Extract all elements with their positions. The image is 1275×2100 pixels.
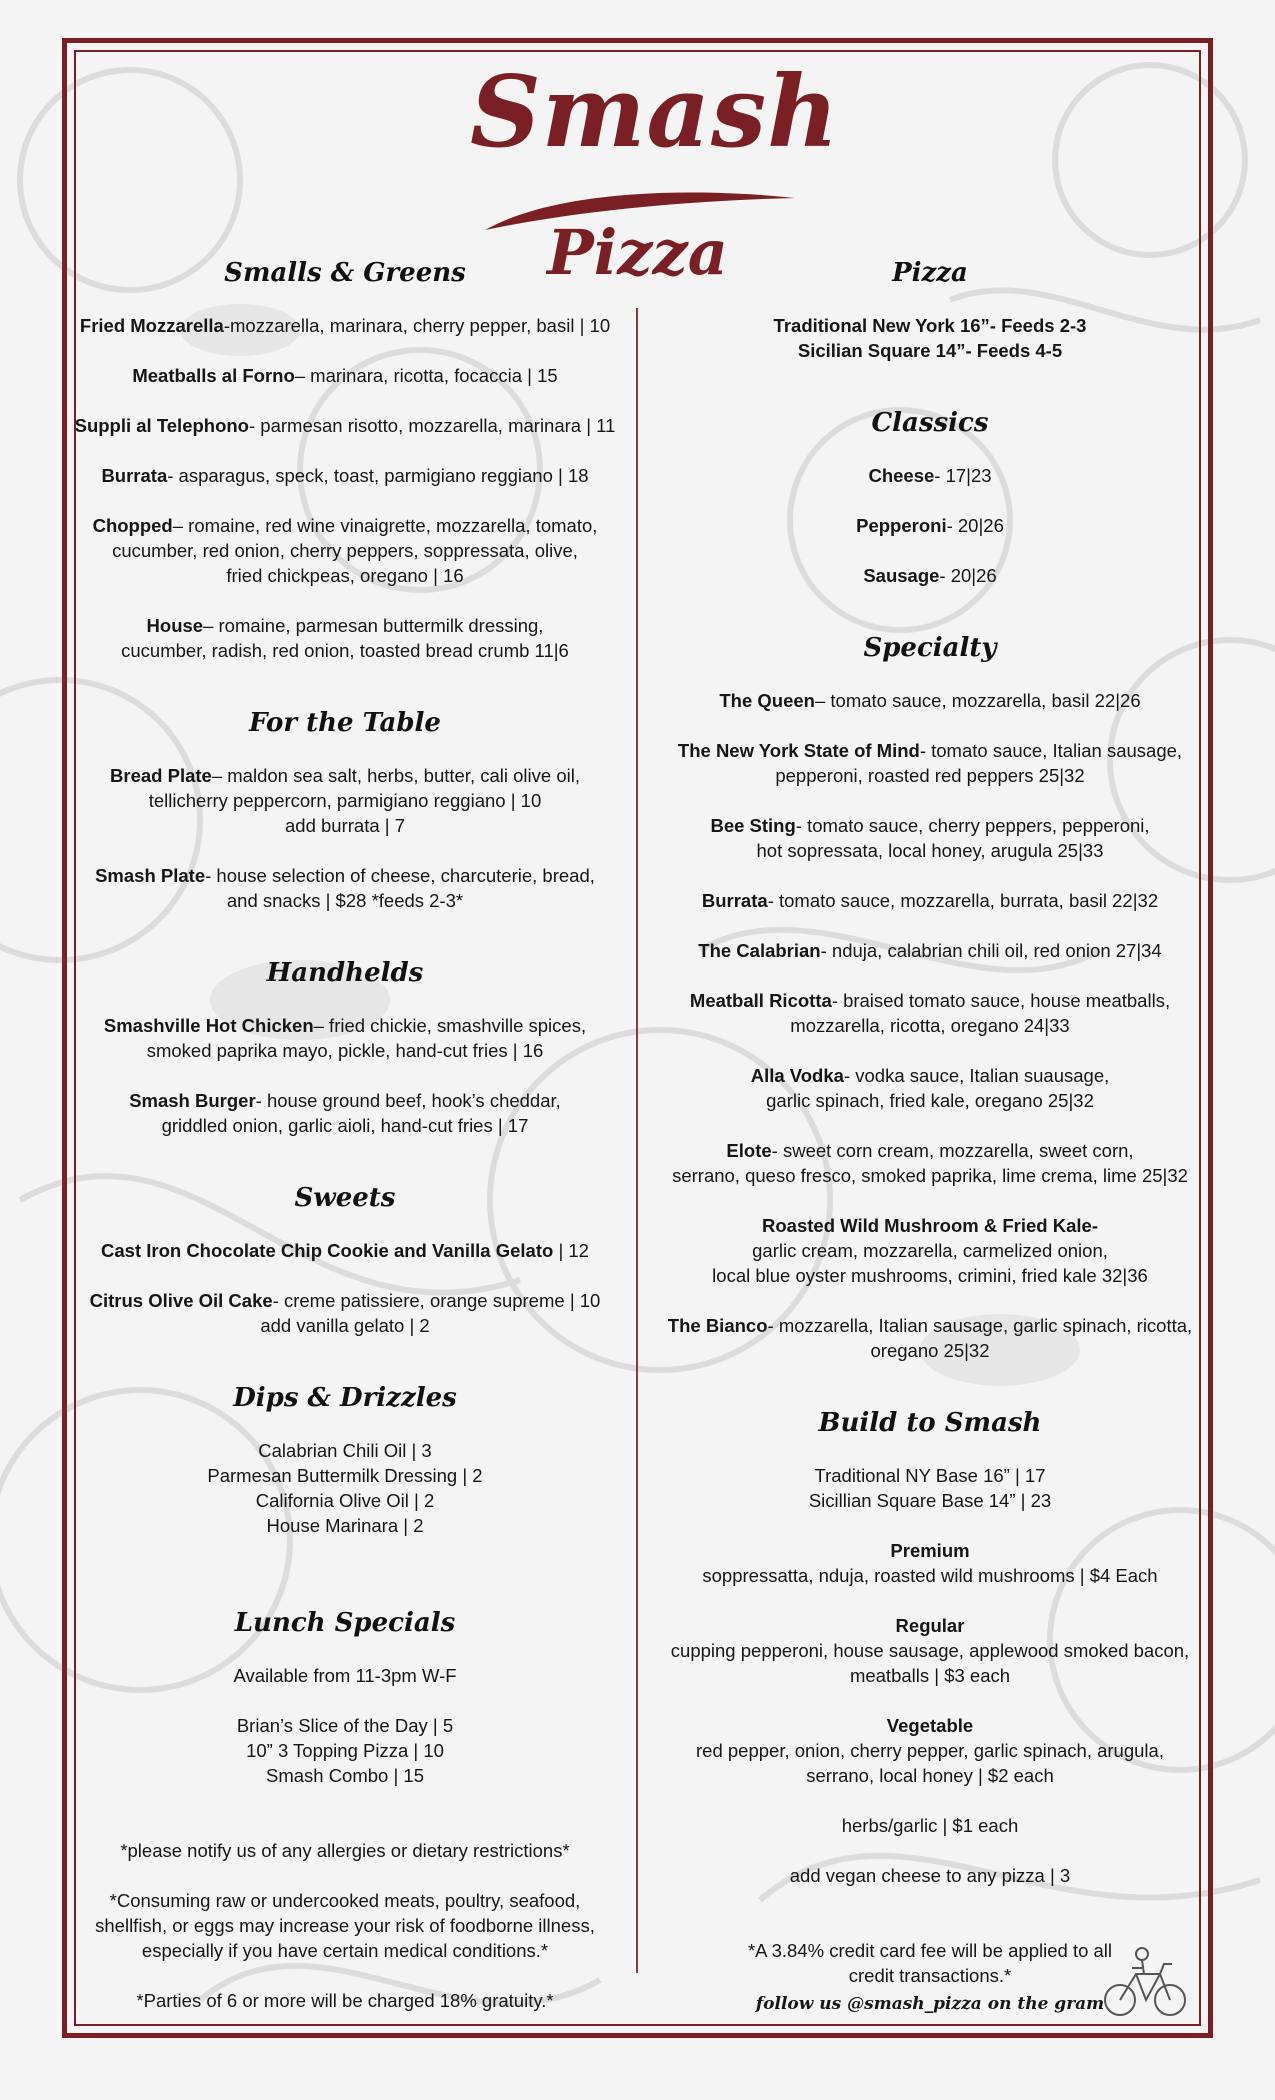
item-desc-line: add burrata | 7	[285, 815, 405, 836]
item-desc: - nduja, calabrian chili oil, red onion 27|34	[820, 940, 1162, 961]
item-name: Fried Mozzarella	[79, 315, 224, 336]
item-desc-line: cucumber, red onion, cherry peppers, soppressata, olive,	[112, 540, 578, 561]
item-name: Smashville Hot Chicken	[103, 1015, 314, 1036]
item-name: Meatballs al Forno	[132, 365, 295, 386]
item-desc: - vodka sauce, Italian suausage,	[843, 1065, 1110, 1086]
list-item: California Olive Oil | 2	[255, 1490, 435, 1511]
item-name: Suppli al Telephono	[74, 415, 249, 436]
item-desc-line: cucumber, radish, red onion, toasted bread crumb 11|6	[121, 640, 569, 661]
item-name: Sausage	[863, 565, 940, 586]
base-line: Sicillian Square Base 14” | 23	[808, 1490, 1052, 1511]
section-title-lunch-specials: Lunch Specials	[234, 1608, 456, 1638]
warning-line: shellfish, or eggs may increase your risk of foodborne illness,	[95, 1915, 595, 1936]
raw-food-warning	[70, 1888, 620, 1963]
item-name: Alla Vodka	[750, 1065, 844, 1086]
item-desc-line: oregano 25|32	[870, 1340, 990, 1361]
item-desc-line: garlic cream, mozzarella, carmelized onion,	[752, 1240, 1108, 1261]
menu-item	[70, 863, 620, 913]
toppings-line: red pepper, onion, cherry pepper, garlic spinach, arugula,	[696, 1740, 1164, 1761]
item-desc: – marinara, ricotta, focaccia | 15	[294, 365, 558, 386]
menu-item	[655, 988, 1205, 1038]
menu-item	[70, 313, 620, 338]
item-desc-line: griddled onion, garlic aioli, hand-cut fries | 17	[161, 1115, 529, 1136]
menu-item	[70, 1238, 620, 1263]
item-name: Smash Burger	[129, 1090, 256, 1111]
menu-item	[655, 1063, 1205, 1113]
menu-item	[655, 938, 1205, 963]
item-name: Cast Iron Chocolate Chip Cookie and Vanilla Gelato	[101, 1240, 554, 1261]
item-name: Bread Plate	[110, 765, 212, 786]
social-follow: follow us @smash_pizza on the gram	[755, 1994, 1105, 2014]
menu-item	[655, 1313, 1205, 1363]
item-desc: | 12	[553, 1240, 589, 1261]
item-desc: - 20|26	[946, 515, 1004, 536]
item-desc: - creme patissiere, orange supreme | 10	[272, 1290, 601, 1311]
item-name: Smash Plate	[95, 865, 206, 886]
menu-item	[70, 463, 620, 488]
item-desc: – maldon sea salt, herbs, butter, cali olive oil,	[211, 765, 580, 786]
menu-item	[655, 688, 1205, 713]
item-name: Meatball Ricotta	[689, 990, 832, 1011]
item-desc-line: add vanilla gelato | 2	[260, 1315, 430, 1336]
item-name: The New York State of Mind	[677, 740, 920, 761]
section-title-build-to-smash: Build to Smash	[818, 1408, 1042, 1438]
toppings-label: Vegetable	[886, 1715, 974, 1736]
item-desc-line: hot sopressata, local honey, arugula 25|33	[756, 840, 1104, 861]
menu-item	[70, 763, 620, 838]
base-line: Traditional NY Base 16” | 17	[814, 1465, 1046, 1486]
item-name: Bee Sting	[710, 815, 796, 836]
gratuity-note: *Parties of 6 or more will be charged 18% gratuity.*	[136, 1990, 554, 2011]
section-title-dips-drizzles: Dips & Drizzles	[233, 1383, 457, 1413]
menu-item	[655, 563, 1205, 588]
item-desc-line: smoked paprika mayo, pickle, hand-cut fries | 16	[146, 1040, 544, 1061]
toppings-line: meatballs | $3 each	[849, 1665, 1011, 1686]
bicycle-icon	[1102, 1944, 1188, 2020]
list-item: Parmesan Buttermilk Dressing | 2	[207, 1465, 483, 1486]
menu-item	[70, 363, 620, 388]
list-item: House Marinara | 2	[266, 1515, 424, 1536]
item-name: Pepperoni	[856, 515, 947, 536]
item-name: Burrata	[101, 465, 168, 486]
item-desc-line: and snacks | $28 *feeds 2-3*	[226, 890, 464, 911]
item-name: The Calabrian	[698, 940, 821, 961]
item-desc: – fried chickie, smashville spices,	[313, 1015, 587, 1036]
menu-item	[655, 813, 1205, 863]
item-desc: - 20|26	[939, 565, 997, 586]
list-item: Brian’s Slice of the Day | 5	[236, 1715, 454, 1736]
section-title-classics: Classics	[871, 408, 989, 438]
section-title-smalls-greens: Smalls & Greens	[224, 258, 466, 288]
herbs-garlic: herbs/garlic | $1 each	[841, 1815, 1019, 1836]
item-desc: – romaine, parmesan buttermilk dressing,	[203, 615, 544, 636]
item-desc: -mozzarella, marinara, cherry pepper, basil | 10	[223, 315, 611, 336]
item-name: The Bianco	[667, 1315, 768, 1336]
menu-item	[70, 513, 620, 588]
section-title-pizza: Pizza	[892, 258, 968, 288]
item-desc: – romaine, red wine vinaigrette, mozzarella, tomato,	[172, 515, 598, 536]
pizza-sizes	[655, 313, 1205, 363]
menu-item	[70, 1013, 620, 1063]
menu-item	[655, 513, 1205, 538]
item-desc: - tomato sauce, mozzarella, burrata, basil 22|32	[767, 890, 1159, 911]
item-name: Elote	[726, 1140, 772, 1161]
section-title-for-the-table: For the Table	[249, 708, 441, 738]
item-name: House	[146, 615, 204, 636]
menu-item	[655, 738, 1205, 788]
pizza-size-line: Traditional New York 16”- Feeds 2-3	[773, 315, 1087, 336]
toppings-line: serrano, local honey | $2 each	[806, 1765, 1054, 1786]
menu-item	[70, 1288, 620, 1338]
warning-line: especially if you have certain medical conditions.*	[141, 1940, 549, 1961]
item-desc-line: fried chickpeas, oregano | 16	[226, 565, 464, 586]
lunch-list	[70, 1713, 620, 1788]
smash-pizza-logo	[470, 48, 840, 289]
toppings-label: Premium	[890, 1540, 970, 1561]
menu-item	[655, 1213, 1205, 1288]
item-name: Chopped	[92, 515, 173, 536]
item-name: Cheese	[868, 465, 935, 486]
section-title-handhelds: Handhelds	[266, 958, 424, 988]
menu-item	[70, 413, 620, 438]
fee-line: *A 3.84% credit card fee will be applied to all	[747, 1940, 1113, 1961]
pizza-size-line: Sicilian Square 14”- Feeds 4-5	[797, 340, 1063, 361]
warning-line: *Consuming raw or undercooked meats, poultry, seafood,	[109, 1890, 581, 1911]
section-title-specialty: Specialty	[863, 633, 997, 663]
vegan-cheese: add vegan cheese to any pizza | 3	[789, 1865, 1071, 1886]
item-desc-line: tellicherry peppercorn, parmigiano reggiano | 10	[148, 790, 542, 811]
item-desc: - parmesan risotto, mozzarella, marinara | 11	[249, 415, 616, 436]
item-desc-line: local blue oyster mushrooms, crimini, fried kale 32|36	[712, 1265, 1148, 1286]
list-item: Smash Combo | 15	[265, 1765, 425, 1786]
allergy-note: *please notify us of any allergies or dietary restrictions*	[120, 1840, 570, 1861]
dips-list	[70, 1438, 620, 1538]
toppings-label: Regular	[895, 1615, 965, 1636]
item-name: Burrata	[701, 890, 768, 911]
item-desc-line: mozzarella, ricotta, oregano 24|33	[790, 1015, 1070, 1036]
menu-item	[70, 613, 620, 663]
build-bases	[655, 1463, 1205, 1513]
toppings-regular	[655, 1613, 1205, 1688]
menu-item	[70, 1088, 620, 1138]
list-item: 10” 3 Topping Pizza | 10	[246, 1740, 444, 1761]
logo-pizza-text: Pizza	[547, 216, 728, 289]
item-name: Citrus Olive Oil Cake	[89, 1290, 273, 1311]
menu-item	[655, 888, 1205, 913]
toppings-line: soppressatta, nduja, roasted wild mushrooms | $4 Each	[702, 1565, 1158, 1586]
item-desc: -	[1091, 1215, 1098, 1236]
menu-item	[655, 463, 1205, 488]
toppings-vegetable	[655, 1713, 1205, 1788]
item-desc: - house ground beef, hook’s cheddar,	[255, 1090, 561, 1111]
menu-item	[655, 1138, 1205, 1188]
item-name: Roasted Wild Mushroom & Fried Kale	[762, 1215, 1092, 1236]
item-desc: - 17|23	[934, 465, 992, 486]
toppings-premium	[655, 1538, 1205, 1588]
section-title-sweets: Sweets	[294, 1183, 396, 1213]
item-desc: - mozzarella, Italian sausage, garlic spinach, ricotta,	[767, 1315, 1193, 1336]
item-desc-line: garlic spinach, fried kale, oregano 25|32	[766, 1090, 1094, 1111]
logo-smash-text: Smash	[470, 55, 840, 170]
toppings-line: cupping pepperoni, house sausage, applewood smoked bacon,	[670, 1640, 1190, 1661]
item-desc-line: pepperoni, roasted red peppers 25|32	[775, 765, 1085, 786]
item-name: The Queen	[719, 690, 815, 711]
list-item: Calabrian Chili Oil | 3	[258, 1440, 432, 1461]
fee-line: credit transactions.*	[848, 1965, 1012, 1986]
column-divider	[636, 308, 638, 1973]
item-desc: - tomato sauce, cherry peppers, pepperoni,	[795, 815, 1150, 836]
item-desc: - house selection of cheese, charcuterie, bread,	[205, 865, 595, 886]
item-desc: - sweet corn cream, mozzarella, sweet corn,	[771, 1140, 1134, 1161]
item-desc: – tomato sauce, mozzarella, basil 22|26	[814, 690, 1141, 711]
item-desc-line: serrano, queso fresco, smoked paprika, lime crema, lime 25|32	[672, 1165, 1188, 1186]
item-desc: - asparagus, speck, toast, parmigiano reggiano | 18	[167, 465, 589, 486]
item-desc: - braised tomato sauce, house meatballs,	[831, 990, 1171, 1011]
lunch-availability: Available from 11-3pm W-F	[233, 1665, 457, 1686]
item-desc: - tomato sauce, Italian sausage,	[919, 740, 1183, 761]
